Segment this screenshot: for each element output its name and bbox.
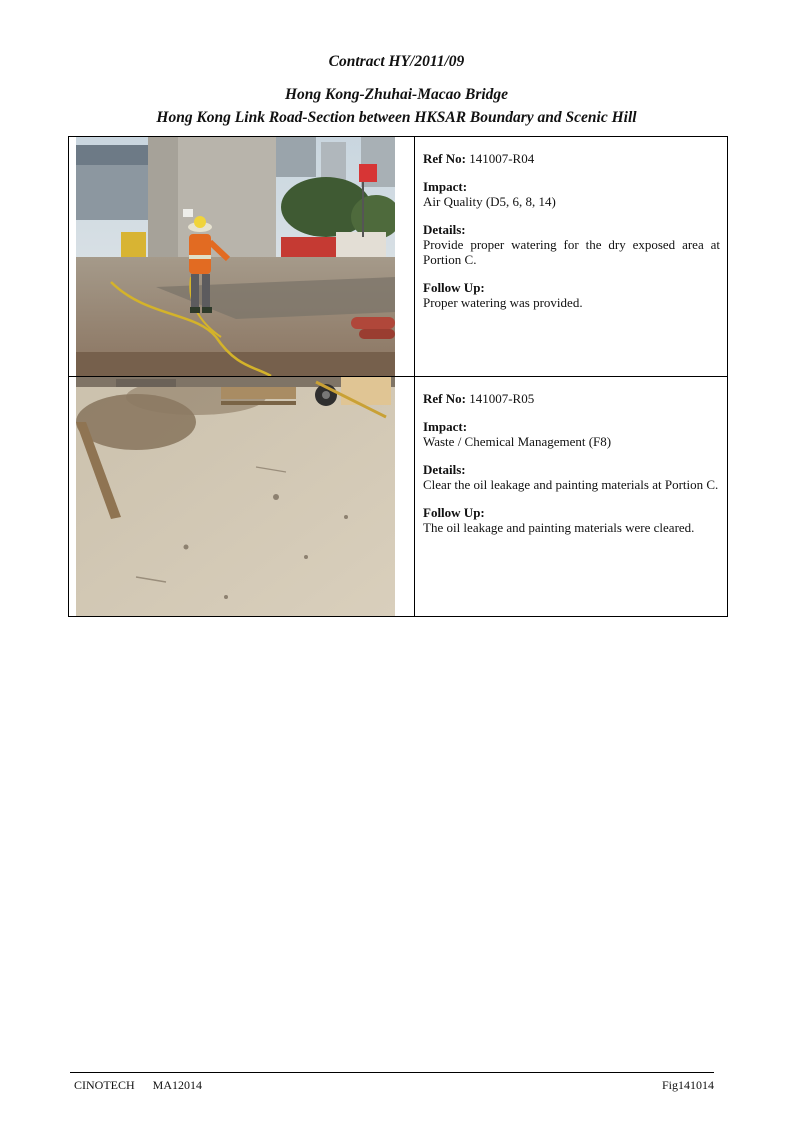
follow-up-label: Follow Up: <box>423 280 485 295</box>
follow-up-field <box>423 505 720 535</box>
photo-cell-1 <box>69 137 415 377</box>
project-title: Hong Kong-Zhuhai-Macao Bridge <box>284 86 509 103</box>
ref-no-label: Ref No: <box>423 151 466 166</box>
ref-no-value: 141007-R05 <box>469 391 535 406</box>
ref-no-label: Ref No: <box>423 391 466 406</box>
follow-up-value: The oil leakage and painting materials were cleared. <box>423 520 695 535</box>
impact-value: Waste / Chemical Management (F8) <box>423 434 612 449</box>
details-value: Provide proper watering for the dry exposed area at Portion C. <box>423 237 720 267</box>
impact-label: Impact: <box>423 419 468 434</box>
site-inspection-records-table <box>68 136 728 617</box>
footer-left <box>74 1078 202 1093</box>
ref-no-field <box>423 391 720 406</box>
details-label: Details: <box>423 462 466 477</box>
record-details-1 <box>415 137 728 377</box>
impact-field <box>423 179 720 209</box>
cleared-ground-photo <box>76 377 395 616</box>
follow-up-label: Follow Up: <box>423 505 485 520</box>
footer-report-code: MA12014 <box>152 1078 203 1092</box>
footer-divider <box>70 1072 714 1073</box>
impact-label: Impact: <box>423 179 468 194</box>
record-details-2 <box>415 377 728 617</box>
photo-cell-2 <box>69 377 415 617</box>
footer-company: CINOTECH <box>74 1078 135 1092</box>
details-field <box>423 462 720 492</box>
construction-site-watering-photo <box>76 137 395 376</box>
record-row-1 <box>69 137 728 377</box>
record-row-2 <box>69 377 728 617</box>
footer-figure-number: Fig141014 <box>661 1078 714 1092</box>
ref-no-value: 141007-R04 <box>469 151 535 166</box>
section-title: Hong Kong Link Road-Section between HKSAR Boundary and Scenic Hill <box>156 109 637 126</box>
ref-no-field <box>423 151 720 166</box>
follow-up-field <box>423 280 720 310</box>
impact-value: Air Quality (D5, 6, 8, 14) <box>423 194 556 209</box>
details-value: Clear the oil leakage and painting materials at Portion C. <box>423 477 719 492</box>
details-field <box>423 222 720 267</box>
follow-up-value: Proper watering was provided. <box>423 295 583 310</box>
impact-field <box>423 419 720 449</box>
details-label: Details: <box>423 222 466 237</box>
contract-title: Contract HY/2011/09 <box>328 53 465 70</box>
